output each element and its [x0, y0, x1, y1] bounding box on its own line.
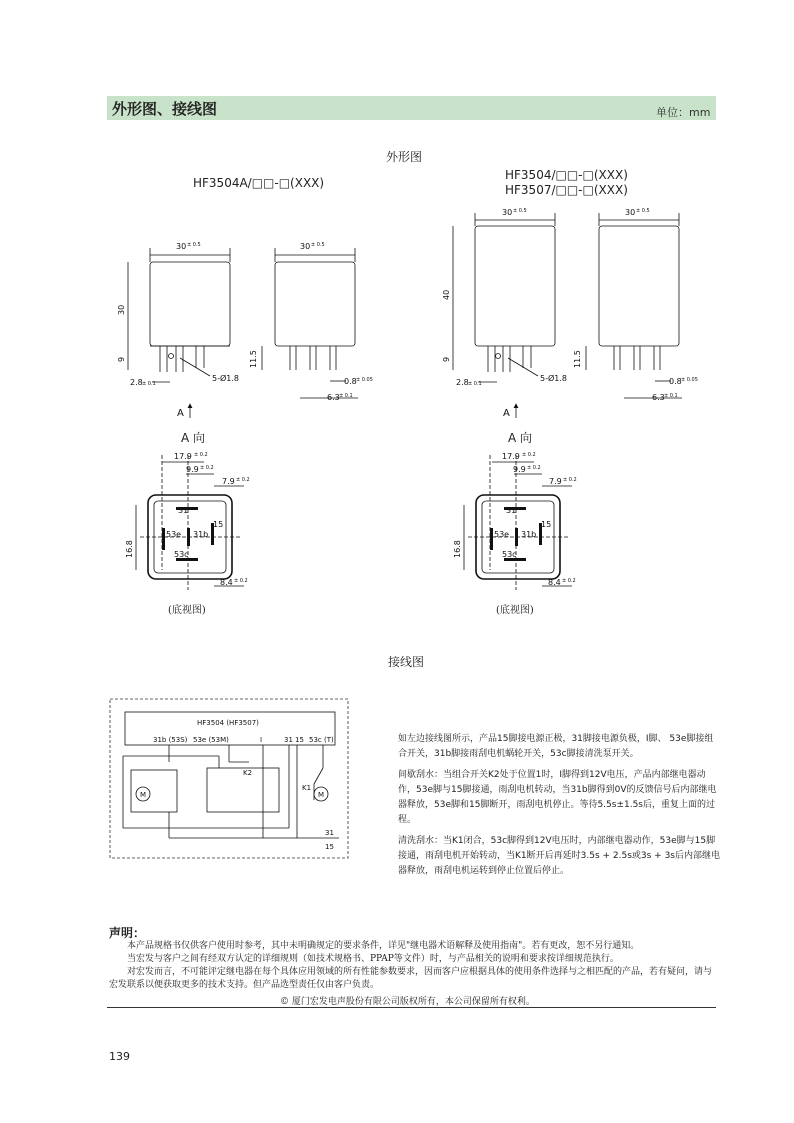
desc-para-3: 清洗刮水：当K1闭合，53c脚得到12V电压时，内部继电器动作，53e脚与15脚接通，雨刮电机开始转动，当K1断开后再延时3.5s + 2.5s或3s + 3s后内部继电器释放，雨刮电机运转到停止位置后停止。 [398, 836, 720, 876]
bottom-view-caption-right: (底视图) [496, 605, 534, 616]
svg-text:± 0.2: ± 0.2 [563, 477, 577, 483]
dim-left-front-width: 30 [176, 242, 187, 251]
svg-text:± 0.2: ± 0.2 [200, 465, 214, 471]
pin-53c-left: 53c [174, 550, 189, 559]
pin-53c-right: 53c [502, 550, 517, 559]
svg-text:± 0.5: ± 0.5 [187, 242, 201, 248]
dim-right-front-width: 30 [502, 208, 513, 217]
svg-text:± 0.2: ± 0.2 [562, 578, 576, 584]
svg-text:± 0.5: ± 0.5 [311, 242, 325, 248]
left-model-label: HF3504A/□□-□(XXX) [193, 176, 325, 190]
wiring-description [398, 732, 720, 885]
pin-15-right: 15 [541, 520, 552, 529]
dim-left-pin-11: 11.5 [249, 350, 258, 368]
page-number: 139 [109, 1050, 130, 1063]
relay-body-side-right [599, 226, 679, 346]
footer-divider [107, 1007, 716, 1008]
dim-left-2-8: 2.8 [130, 378, 143, 387]
k2-label: K2 [243, 769, 253, 777]
svg-text:± 0.2: ± 0.2 [234, 578, 248, 584]
wiring-section-title: 接线图 [388, 655, 425, 669]
declaration-line-1: 本产品规格书仅供客户使用时参考，其中未明确规定的要求条件，详见"继电器术语解释及使用指南"。若有更改，恕不另行通知。 [127, 941, 640, 951]
dim-right-7-9: 7.9 [549, 477, 562, 486]
desc-para-2: 间歇刮水：当组合开关K2处于位置1时，I脚得到12V电压，产品内部继电器动作，53e脚与15脚接通，雨刮电机转动，当31b脚得到0V的反馈信号后内部继电器释放，53e脚和15脚断开，雨刮电机停止。等待5.5s±1.5s后，重复上面的过程。 [398, 770, 717, 825]
svg-text:31: 31 [325, 829, 334, 837]
view-a-marker-right: A [503, 408, 510, 419]
wiring-diagram [109, 698, 349, 860]
desc-para-1: 如左边接线图所示，产品15脚接电源正极，31脚接电源负极，I脚、 53e脚接组合开关，31b脚接雨刮电机蜗轮开关，53c脚接清洗泵开关。 [398, 734, 714, 759]
unit-label: 单位：mm [656, 106, 711, 119]
svg-text:± 0.5: ± 0.5 [636, 208, 650, 214]
svg-text:± 0.5: ± 0.5 [513, 208, 527, 214]
relay-body-front-left [150, 262, 230, 346]
right-model-label-2: HF3507/□□-□(XXX) [505, 183, 628, 197]
declaration-body [109, 940, 719, 992]
dim-right-9-9: 9.9 [513, 465, 526, 474]
pin-15-left: 15 [213, 520, 224, 529]
right-model-label-1: HF3504/□□-□(XXX) [505, 168, 628, 182]
copyright-notice: © 厦门宏发电声股份有限公司版权所有，本公司保留所有权利。 [280, 997, 535, 1007]
dim-left-hole: 5-Ø1.8 [212, 374, 239, 383]
svg-text:15: 15 [325, 843, 334, 851]
svg-text:± 0.05: ± 0.05 [681, 377, 698, 383]
dim-right-2-8: 2.8 [456, 378, 469, 387]
pin-31b-right: 31b [521, 530, 537, 539]
dim-left-17-9: 17.9 [174, 452, 192, 461]
dim-right-height: 40 [442, 289, 451, 300]
declaration-line-2: 当宏发与客户之间有经双方认定的详细规则（如技术规格书、PPAP等文件）时，与产品相关的说明和要求按详细规范执行。 [127, 954, 619, 964]
svg-text:31: 31 [284, 736, 293, 744]
declaration-title: 声明： [109, 926, 146, 940]
dim-right-pin-11: 11.5 [573, 350, 582, 368]
bottom-view-caption-left: (底视图) [168, 605, 206, 616]
dim-left-7-9: 7.9 [222, 477, 235, 486]
dim-right-pin: 9 [442, 356, 451, 362]
wiring-box-title: HF3504 (HF3507) [197, 719, 259, 727]
dim-left-8-4: 8.4 [220, 578, 233, 587]
dim-right-17-9: 17.9 [502, 452, 520, 461]
view-a-caption-left: A 向 [181, 431, 206, 445]
declaration-line-3: 对宏发而言，不可能评定继电器在每个具体应用领域的所有性能参数要求，因而客户应根据具体的使用条件选择与之相匹配的产品，若有疑问，请与宏发联系以便获取更多的技术支持。但产品选型责任仅由客户负责。 [109, 967, 713, 990]
svg-text:± 0.2: ± 0.2 [236, 477, 250, 483]
view-a-marker-left: A [177, 408, 184, 419]
dim-left-0-8: 0.8 [344, 377, 357, 386]
svg-text:31b (53S): 31b (53S) [153, 736, 188, 744]
dim-left-pin: 9 [117, 356, 126, 362]
svg-text:53c (T): 53c (T) [309, 736, 334, 744]
pin-31-right: 31 [506, 506, 517, 515]
outline-section-title: 外形图 [386, 150, 423, 164]
svg-text:± 0.05: ± 0.05 [356, 377, 373, 383]
pin-53e-left: 53e [166, 530, 182, 539]
dim-left-16-8: 16.8 [125, 540, 134, 558]
svg-text:53e (53M): 53e (53M) [193, 736, 229, 744]
svg-text:± 0.2: ± 0.2 [527, 465, 541, 471]
relay-body-front-right [475, 226, 555, 346]
dim-left-9-9: 9.9 [186, 465, 199, 474]
dim-right-16-8: 16.8 [453, 540, 462, 558]
dim-right-6-3: 6.3 [652, 393, 665, 402]
motor-right: M [318, 791, 325, 799]
dim-right-0-8: 0.8 [669, 377, 682, 386]
svg-text:± 0.1: ± 0.1 [142, 381, 156, 387]
dim-right-side-width: 30 [625, 208, 636, 217]
dim-left-side-width: 30 [300, 242, 311, 251]
relay-body-side-left [275, 262, 355, 346]
k1-label: K1 [302, 784, 312, 792]
pin-31-left: 31 [178, 506, 189, 515]
svg-text:± 0.2: ± 0.2 [522, 452, 536, 458]
svg-text:± 0.1: ± 0.1 [664, 393, 678, 399]
dim-right-hole: 5-Ø1.8 [540, 374, 567, 383]
svg-text:± 0.2: ± 0.2 [194, 452, 208, 458]
section-header-title: 外形图、接线图 [112, 100, 218, 118]
svg-text:15: 15 [295, 736, 304, 744]
svg-text:I: I [260, 736, 263, 744]
view-a-caption-right: A 向 [508, 431, 533, 445]
dim-right-8-4: 8.4 [548, 578, 561, 587]
motor-left: M [140, 791, 147, 799]
dim-left-6-3: 6.3 [327, 393, 340, 402]
pin-31b-left: 31b [193, 530, 209, 539]
pin-53e-right: 53e [494, 530, 510, 539]
svg-text:± 0.1: ± 0.1 [339, 393, 353, 399]
dim-left-height: 30 [117, 304, 126, 315]
svg-text:± 0.1: ± 0.1 [468, 381, 482, 387]
